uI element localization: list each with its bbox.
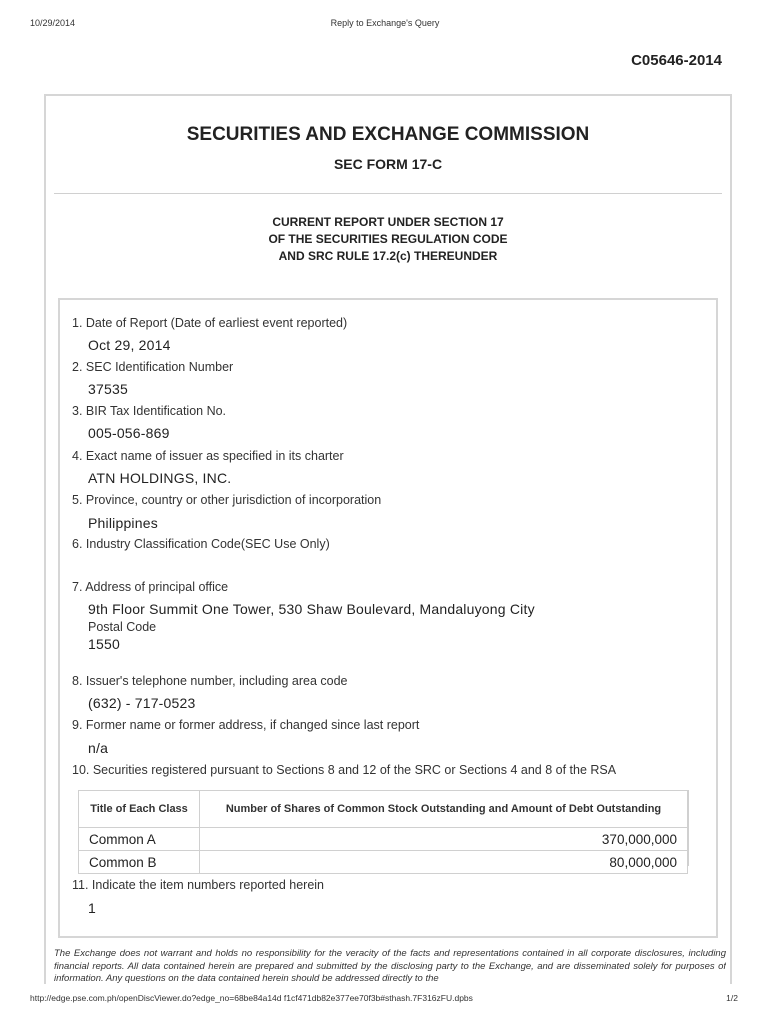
page-number: 1/2 [726, 993, 738, 1003]
item-9-value: n/a [88, 740, 109, 756]
table-row [79, 828, 688, 851]
item-8-label: 8. Issuer's telephone number, including area code [72, 674, 348, 688]
form-container [44, 94, 732, 984]
item-3-value: 005-056-869 [88, 425, 170, 441]
report-header-line: OF THE SECURITIES REGULATION CODE [268, 232, 508, 246]
item-11-label: 11. Indicate the item numbers reported herein [72, 878, 324, 892]
form-name: SEC FORM 17-C [333, 156, 443, 172]
item-10-label: 10. Securities registered pursuant to Sections 8 and 12 of the SRC or Sections 4 and 8 of the RSA [72, 763, 617, 777]
col-title-of-class: Title of Each Class [79, 791, 200, 828]
item-2-value: 37535 [88, 381, 128, 397]
item-1-value: Oct 29, 2014 [88, 337, 171, 353]
item-9-label: 9. Former name or former address, if changed since last report [72, 718, 420, 732]
divider [54, 193, 722, 194]
report-header-line: CURRENT REPORT UNDER SECTION 17 [272, 215, 504, 229]
print-page-title: Reply to Exchange's Query [330, 18, 440, 28]
postal-code-value: 1550 [88, 636, 120, 652]
item-6-label: 6. Industry Classification Code(SEC Use Only) [72, 537, 330, 551]
report-header-line: AND SRC RULE 17.2(c) THEREUNDER [278, 249, 498, 263]
item-1-label: 1. Date of Report (Date of earliest event reported) [72, 316, 348, 330]
amount-cell: 370,000,000 [200, 828, 688, 851]
col-shares-outstanding: Number of Shares of Common Stock Outstanding and Amount of Debt Outstanding [200, 791, 688, 828]
item-3-label: 3. BIR Tax Identification No. [72, 404, 227, 418]
class-cell: Common A [79, 828, 200, 851]
disclaimer-text: The Exchange does not warrant and holds no responsibility for the veracity of the facts and representations contained in all corporate disclosures, including financial reports. All data contained herein are prepared and submitted by the disclosing party to the Exchange, and are disseminated solely for purposes of information. Any questions on the data contained herein should be addressed directly to the [54, 948, 726, 984]
report-header [46, 214, 730, 265]
commission-title: SECURITIES AND EXCHANGE COMMISSION [186, 124, 590, 145]
item-4-label: 4. Exact name of issuer as specified in its charter [72, 449, 344, 463]
report-items-box [58, 298, 718, 938]
class-cell: Common B [79, 851, 200, 874]
table-header-row [79, 791, 688, 828]
table-scroll-edge [688, 790, 689, 866]
item-4-value: ATN HOLDINGS, INC. [88, 470, 232, 486]
table-row [79, 851, 688, 874]
print-url: http://edge.pse.com.ph/openDiscViewer.do?edge_no=68be84a14d f1cf471db82e377ee70f3b#sthash.7F316zFU.dpbs [30, 993, 473, 1003]
item-8-value: (632) - 717-0523 [88, 695, 196, 711]
item-11-value: 1 [88, 900, 96, 916]
postal-code-label: Postal Code [88, 620, 157, 634]
item-2-label: 2. SEC Identification Number [72, 360, 234, 374]
securities-table [78, 790, 688, 874]
item-7-label: 7. Address of principal office [72, 580, 229, 594]
print-date: 10/29/2014 [30, 18, 76, 28]
item-5-label: 5. Province, country or other jurisdiction of incorporation [72, 493, 382, 507]
document-number: C05646-2014 [631, 52, 722, 69]
item-7-value: 9th Floor Summit One Tower, 530 Shaw Boulevard, Mandaluyong City [88, 601, 535, 617]
item-5-value: Philippines [88, 515, 158, 531]
amount-cell: 80,000,000 [200, 851, 688, 874]
